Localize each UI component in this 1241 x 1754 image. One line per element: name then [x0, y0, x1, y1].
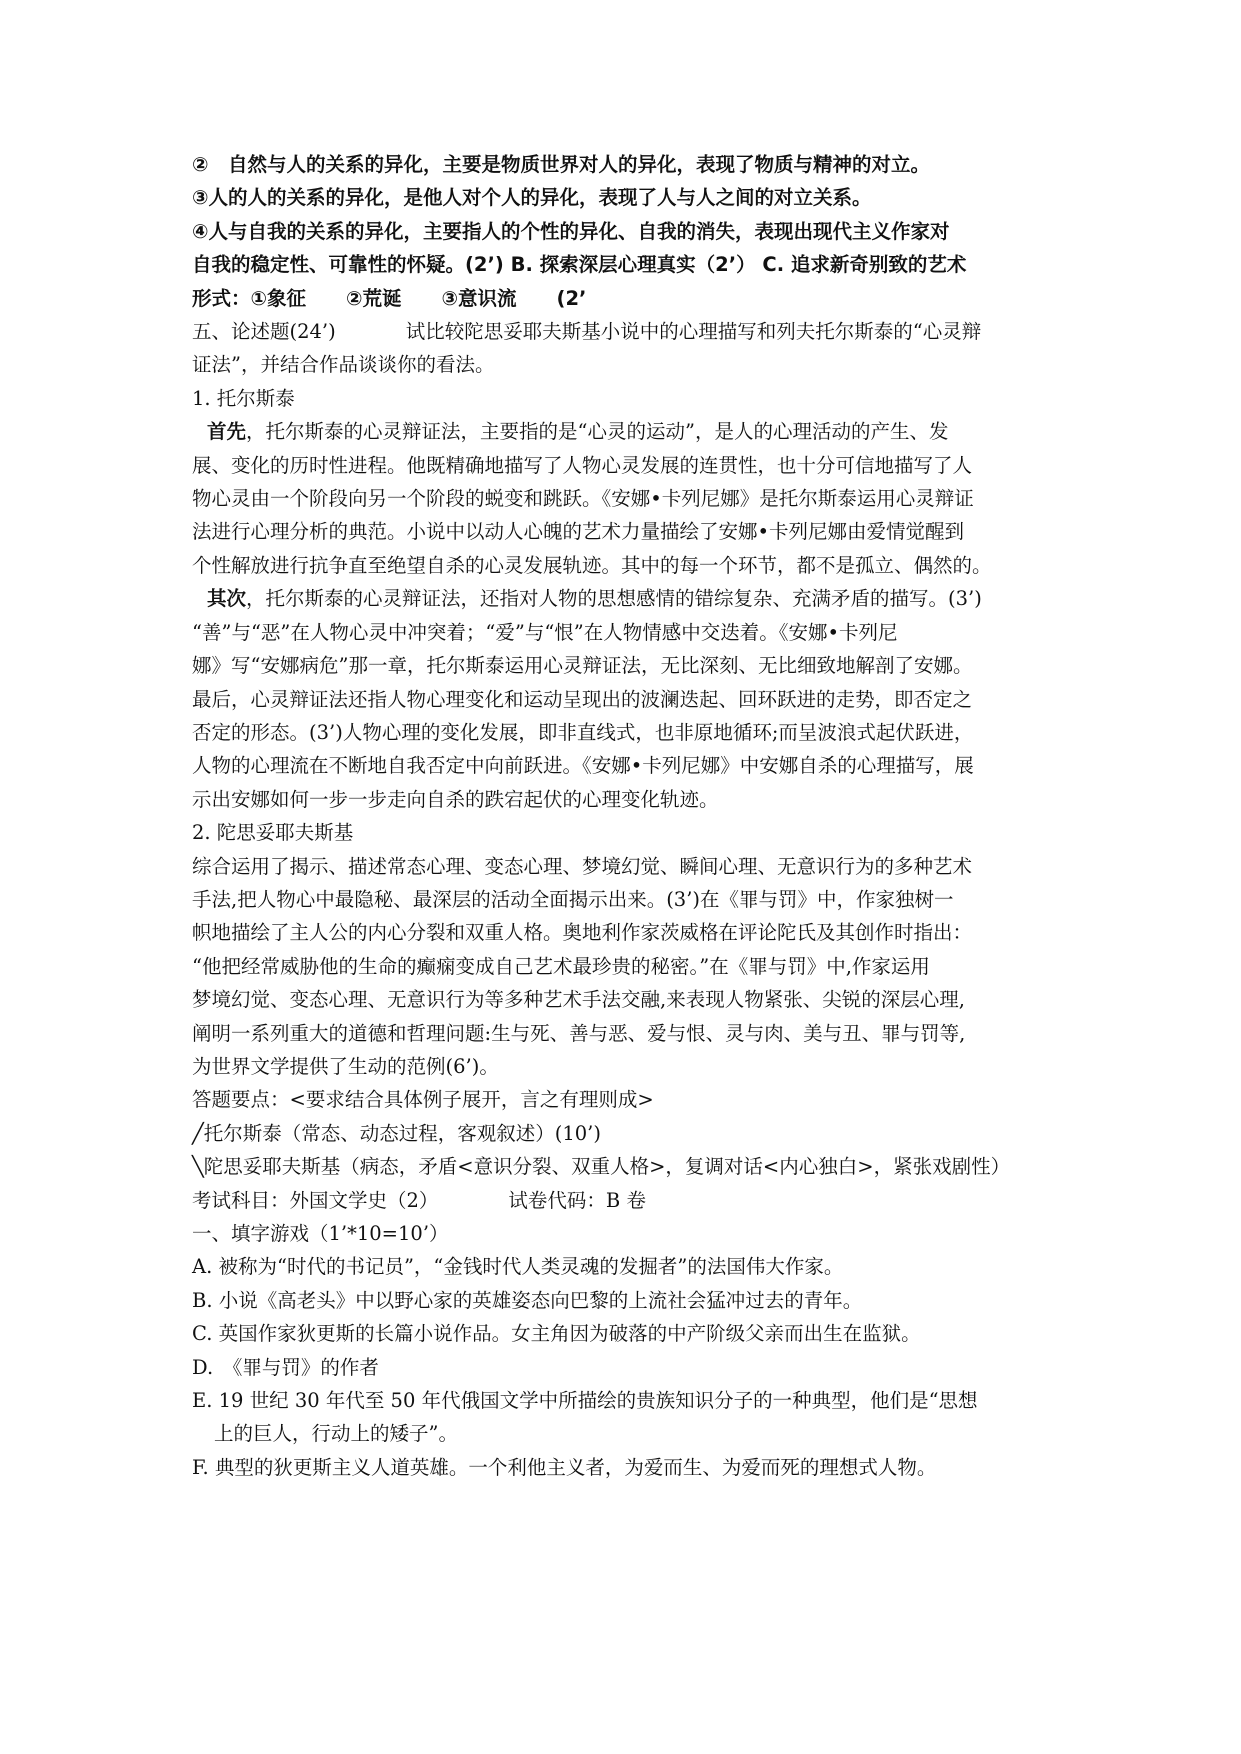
essay-heading-line	[192, 315, 1062, 348]
essay-question-line1: 试比较陀思妥耶夫斯基小说中的心理描写和列夫托尔斯泰的“心灵辩	[405, 320, 982, 344]
dostoevsky-line4: “他把经常威胁他的生命的癫痫变成自己艺术最珍贵的秘密。”在《罪与罚》中,作家运用	[192, 954, 930, 978]
art-form-symbol: 形式：①象征	[192, 286, 307, 310]
dostoevsky-line6: 阐明一系列重大的道德和哲理问题:生与死、善与恶、爱与恨、灵与肉、美与丑、罪与罚等,	[192, 1021, 966, 1045]
clue-e-line2: 上的巨人，行动上的矮子”。	[214, 1422, 458, 1446]
dostoevsky-line3: 帜地描绘了主人公的内心分裂和双重人格。奥地利作家茨威格在评论陀氏及其创作时指出：	[192, 921, 973, 945]
first-lead: 首先	[207, 420, 247, 444]
second-lead: 其次	[207, 587, 247, 611]
exam-info-line	[192, 1184, 1062, 1217]
answer-key-heading: 答题要点：<要求结合具体例子展开，言之有理则成>	[192, 1088, 654, 1112]
page-content	[192, 148, 1062, 1484]
tolstoy-para1-line4: 法进行心理分析的典范。小说中以动人心魄的艺术力量描绘了安娜•卡列尼娜由爱情觉醒到	[192, 520, 965, 544]
dostoevsky-line7: 为世界文学提供了生动的范例(6’)。	[192, 1054, 499, 1078]
dostoevsky-line1: 综合运用了揭示、描述常态心理、变态心理、梦境幻觉、瞬间心理、无意识行为的多种艺术	[192, 854, 973, 878]
answer-key-tolstoy: ╱托尔斯泰（常态、动态过程，客观叙述）(10’)	[192, 1121, 601, 1145]
section-dostoevsky-title: 2. 陀思妥耶夫斯基	[192, 821, 354, 845]
alienation-society-line: ③人的人的关系的异化，是他人对个人的异化，表现了人与人之间的对立关系。	[192, 186, 872, 210]
art-form-score: (2’	[556, 286, 587, 310]
dostoevsky-line5: 梦境幻觉、变态心理、无意识行为等多种艺术手法交融,来表现人物紧张、尖锐的深层心理,	[192, 988, 965, 1012]
art-form-absurd: ②荒诞	[346, 286, 402, 310]
clue-b: B. 小说《高老头》中以野心家的英雄姿态向巴黎的上流社会猛冲过去的青年。	[192, 1288, 863, 1312]
tolstoy-para1-text: ，托尔斯泰的心灵辩证法，主要指的是“心灵的运动”，是人的心理活动的产生、发	[246, 420, 949, 444]
clue-d: D. 《罪与罚》的作者	[192, 1355, 379, 1379]
section1-heading: 一、填字游戏（1’*10=10’）	[192, 1222, 449, 1245]
tolstoy-para1-line3: 物心灵由一个阶段向另一个阶段的蜕变和跳跃。《安娜•卡列尼娜》是托尔斯泰运用心灵辩证	[192, 487, 974, 511]
tolstoy-para1-line1	[192, 415, 1062, 448]
exam-subject: 考试科目：外国文学史（2）	[192, 1188, 439, 1212]
clue-e-line1: E. 19 世纪 30 年代至 50 年代俄国文学中所描绘的贵族知识分子的一种典型，他们是“思想	[192, 1389, 978, 1413]
tolstoy-para2-line6: 人物的心理流在不断地自我否定中向前跃进。《安娜•卡列尼娜》中安娜自杀的心理描写，展	[192, 754, 974, 778]
art-form-stream: ③意识流	[441, 286, 517, 310]
tolstoy-para2-line4: 最后，心灵辩证法还指人物心理变化和运动呈现出的波澜迭起、回环跃进的走势，即否定之	[192, 687, 973, 711]
tolstoy-para1-line2: 展、变化的历时性进程。他既精确地描写了人物心灵发展的连贯性，也十分可信地描写了人	[192, 453, 973, 477]
essay-heading: 五、论述题(24’)	[192, 320, 336, 344]
tolstoy-para2-line7: 示出安娜如何一步一步走向自杀的跌宕起伏的心理变化轨迹。	[192, 787, 719, 811]
tolstoy-para2-line5: 否定的形态。(3’)人物心理的变化发展，即非直线式，也非原地循环;而呈波浪式起伏跃进，	[192, 720, 974, 744]
answer-key-dostoevsky: ╲陀思妥耶夫斯基（病态，矛盾<意识分裂、双重人格>，复调对话<内心独白>，紧张戏剧性）	[192, 1155, 1011, 1179]
clue-f: F. 典型的狄更斯主义人道英雄。一个利他主义者，为爱而生、为爱而死的理想式人物。	[192, 1455, 937, 1479]
alienation-nature-line: ② 自然与人的关系的异化，主要是物质世界对人的异化，表现了物质与精神的对立。	[192, 153, 931, 176]
alienation-self-line: ④人与自我的关系的异化，主要指人的个性的异化、自我的消失，表现出现代主义作家对	[192, 219, 950, 243]
art-forms-line	[192, 282, 1062, 315]
clue-a: A. 被称为“时代的书记员”，“金钱时代人类灵魂的发掘者”的法国伟大作家。	[192, 1255, 844, 1279]
clue-c: C. 英国作家狄更斯的长篇小说作品。女主角因为破落的中产阶级父亲而出生在监狱。	[192, 1322, 921, 1346]
tolstoy-para2-text: ，托尔斯泰的心灵辩证法，还指对人物的思想感情的错综复杂、充满矛盾的描写。(3’)	[246, 587, 982, 611]
dostoevsky-line2: 手法,把人物心中最隐秘、最深层的活动全面揭示出来。(3’)在《罪与罚》中，作家独树一	[192, 887, 954, 911]
tolstoy-para2-line3: 娜》写“安娜病危”那一章，托尔斯泰运用心灵辩证法，无比深刻、无比细致地解剖了安娜。	[192, 654, 973, 678]
essay-question-line2: 证法”，并结合作品谈谈你的看法。	[192, 353, 495, 377]
alienation-self-line-cont: 自我的稳定性、可靠性的怀疑。(2’) B. 探索深层心理真实（2’） C. 追求新奇别致的艺术	[192, 253, 967, 277]
tolstoy-para2-line1	[192, 582, 1062, 615]
tolstoy-para2-line2: “善”与“恶”在人物心灵中冲突着；“爱”与“恨”在人物情感中交迭着。《安娜•卡列尼	[192, 620, 898, 644]
tolstoy-para1-line5: 个性解放进行抗争直至绝望自杀的心灵发展轨迹。其中的每一个环节，都不是孤立、偶然的。	[192, 553, 992, 577]
exam-code: 试卷代码：B 卷	[508, 1188, 646, 1212]
section-tolstoy-title: 1. 托尔斯泰	[192, 386, 295, 410]
